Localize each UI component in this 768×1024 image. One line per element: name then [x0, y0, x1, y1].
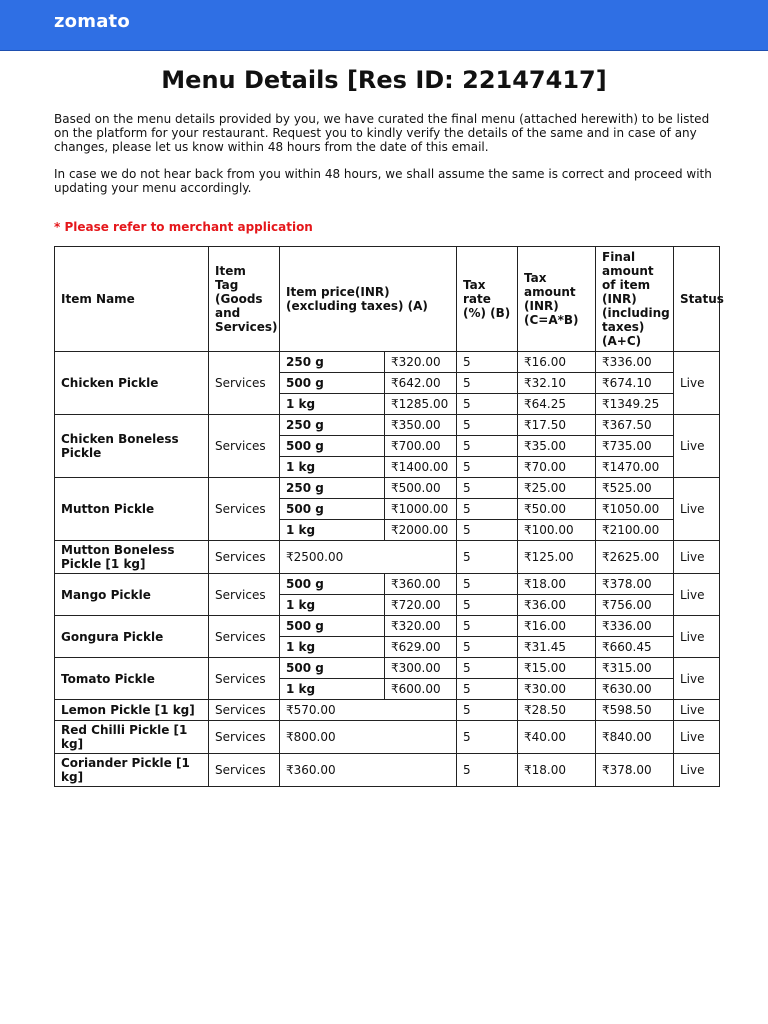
variant-label: 500 g [280, 373, 385, 394]
header-bar [0, 0, 768, 51]
tax-rate: 5 [457, 637, 518, 658]
item-price: ₹2500.00 [280, 541, 457, 574]
final-amount: ₹840.00 [596, 721, 674, 754]
status-value: Live [674, 415, 720, 478]
status-value: Live [674, 616, 720, 658]
item-tag: Services [209, 352, 280, 415]
tax-amount: ₹64.25 [518, 394, 596, 415]
tax-rate: 5 [457, 394, 518, 415]
variant-label: 500 g [280, 499, 385, 520]
item-price: ₹360.00 [385, 574, 457, 595]
status-value: Live [674, 754, 720, 787]
table-row [55, 658, 720, 679]
tax-amount: ₹30.00 [518, 679, 596, 700]
item-price: ₹320.00 [385, 616, 457, 637]
item-tag: Services [209, 721, 280, 754]
tax-rate: 5 [457, 700, 518, 721]
status-value: Live [674, 721, 720, 754]
tax-rate: 5 [457, 415, 518, 436]
item-tag: Services [209, 700, 280, 721]
item-price: ₹2000.00 [385, 520, 457, 541]
final-amount: ₹630.00 [596, 679, 674, 700]
tax-amount: ₹31.45 [518, 637, 596, 658]
tax-amount: ₹16.00 [518, 616, 596, 637]
zomato-logo: zomato [54, 11, 130, 32]
tax-rate: 5 [457, 616, 518, 637]
item-price: ₹360.00 [280, 754, 457, 787]
status-value: Live [674, 700, 720, 721]
item-tag: Services [209, 658, 280, 700]
final-amount: ₹598.50 [596, 700, 674, 721]
variant-label: 500 g [280, 616, 385, 637]
tax-amount: ₹36.00 [518, 595, 596, 616]
final-amount: ₹315.00 [596, 658, 674, 679]
final-amount: ₹367.50 [596, 415, 674, 436]
status-value: Live [674, 541, 720, 574]
item-price: ₹642.00 [385, 373, 457, 394]
table-row [55, 721, 720, 754]
item-price: ₹500.00 [385, 478, 457, 499]
final-amount: ₹336.00 [596, 352, 674, 373]
notice-paragraph: In case we do not hear back from you within 48 hours, we shall assume the same is correct and proceed with updating your menu accordingly. [54, 167, 712, 195]
tax-rate: 5 [457, 478, 518, 499]
item-tag: Services [209, 478, 280, 541]
item-price: ₹1000.00 [385, 499, 457, 520]
tax-amount: ₹32.10 [518, 373, 596, 394]
item-price: ₹570.00 [280, 700, 457, 721]
variant-label: 1 kg [280, 637, 385, 658]
item-name: Coriander Pickle [1 kg] [55, 754, 209, 787]
status-value: Live [674, 478, 720, 541]
variant-label: 1 kg [280, 520, 385, 541]
header-tax-rate: Tax rate (%) (B) [457, 247, 518, 352]
tax-amount: ₹18.00 [518, 574, 596, 595]
item-tag: Services [209, 541, 280, 574]
page-title: Menu Details [Res ID: 22147417] [161, 66, 607, 94]
final-amount: ₹735.00 [596, 436, 674, 457]
variant-label: 1 kg [280, 595, 385, 616]
item-tag: Services [209, 616, 280, 658]
final-amount: ₹756.00 [596, 595, 674, 616]
item-price: ₹300.00 [385, 658, 457, 679]
variant-label: 250 g [280, 352, 385, 373]
item-name: Lemon Pickle [1 kg] [55, 700, 209, 721]
item-name: Chicken Boneless Pickle [55, 415, 209, 478]
item-price: ₹629.00 [385, 637, 457, 658]
item-tag: Services [209, 574, 280, 616]
variant-label: 250 g [280, 415, 385, 436]
item-price: ₹720.00 [385, 595, 457, 616]
tax-amount: ₹17.50 [518, 415, 596, 436]
item-name: Gongura Pickle [55, 616, 209, 658]
final-amount: ₹378.00 [596, 574, 674, 595]
tax-rate: 5 [457, 436, 518, 457]
final-amount: ₹1349.25 [596, 394, 674, 415]
item-price: ₹800.00 [280, 721, 457, 754]
item-name: Chicken Pickle [55, 352, 209, 415]
tax-amount: ₹35.00 [518, 436, 596, 457]
tax-amount: ₹25.00 [518, 478, 596, 499]
header-tax-amount: Tax amount (INR) (C=A*B) [518, 247, 596, 352]
tax-rate: 5 [457, 721, 518, 754]
tax-rate: 5 [457, 352, 518, 373]
variant-label: 500 g [280, 436, 385, 457]
tax-rate: 5 [457, 457, 518, 478]
status-value: Live [674, 574, 720, 616]
final-amount: ₹336.00 [596, 616, 674, 637]
item-name: Mutton Boneless Pickle [1 kg] [55, 541, 209, 574]
variant-label: 1 kg [280, 394, 385, 415]
final-amount: ₹2625.00 [596, 541, 674, 574]
menu-table [54, 246, 724, 787]
tax-rate: 5 [457, 595, 518, 616]
tax-amount: ₹70.00 [518, 457, 596, 478]
item-name: Mango Pickle [55, 574, 209, 616]
tax-amount: ₹16.00 [518, 352, 596, 373]
tax-amount: ₹28.50 [518, 700, 596, 721]
status-value: Live [674, 352, 720, 415]
merchant-note: * Please refer to merchant application [54, 220, 313, 234]
final-amount: ₹674.10 [596, 373, 674, 394]
tax-rate: 5 [457, 373, 518, 394]
final-amount: ₹2100.00 [596, 520, 674, 541]
final-amount: ₹1050.00 [596, 499, 674, 520]
tax-amount: ₹18.00 [518, 754, 596, 787]
variant-label: 500 g [280, 574, 385, 595]
final-amount: ₹660.45 [596, 637, 674, 658]
tax-rate: 5 [457, 658, 518, 679]
tax-rate: 5 [457, 520, 518, 541]
tax-rate: 5 [457, 754, 518, 787]
tax-rate: 5 [457, 574, 518, 595]
tax-rate: 5 [457, 541, 518, 574]
tax-rate: 5 [457, 679, 518, 700]
menu-table-body [55, 352, 720, 787]
item-tag: Services [209, 754, 280, 787]
table-row [55, 478, 720, 499]
table-row [55, 352, 720, 373]
item-name: Red Chilli Pickle [1 kg] [55, 721, 209, 754]
variant-label: 1 kg [280, 457, 385, 478]
table-row [55, 754, 720, 787]
item-price: ₹700.00 [385, 436, 457, 457]
tax-amount: ₹125.00 [518, 541, 596, 574]
final-amount: ₹378.00 [596, 754, 674, 787]
final-amount: ₹1470.00 [596, 457, 674, 478]
table-row [55, 415, 720, 436]
tax-amount: ₹100.00 [518, 520, 596, 541]
tax-amount: ₹50.00 [518, 499, 596, 520]
header-status: Status [674, 247, 720, 352]
tax-amount: ₹15.00 [518, 658, 596, 679]
table-row [55, 541, 720, 574]
variant-label: 1 kg [280, 679, 385, 700]
final-amount: ₹525.00 [596, 478, 674, 499]
header-item-name: Item Name [55, 247, 209, 352]
table-row [55, 574, 720, 595]
item-price: ₹1400.00 [385, 457, 457, 478]
item-price: ₹350.00 [385, 415, 457, 436]
header-final-amount: Final amount of item (INR) (including taxes) (A+C) [596, 247, 674, 352]
header-item-tag: Item Tag (Goods and Services) [209, 247, 280, 352]
item-name: Mutton Pickle [55, 478, 209, 541]
table-row [55, 700, 720, 721]
item-price: ₹600.00 [385, 679, 457, 700]
item-price: ₹1285.00 [385, 394, 457, 415]
item-tag: Services [209, 415, 280, 478]
intro-paragraph: Based on the menu details provided by you, we have curated the final menu (attached herewith) to be listed on the platform for your restaurant. Request you to kindly verify the details of the same and in case of any changes, please let us know within 48 hours from the date of this email. [54, 112, 710, 154]
variant-label: 250 g [280, 478, 385, 499]
item-name: Tomato Pickle [55, 658, 209, 700]
tax-rate: 5 [457, 499, 518, 520]
table-row [55, 616, 720, 637]
header-item-price: Item price(INR) (excluding taxes) (A) [280, 247, 457, 352]
variant-label: 500 g [280, 658, 385, 679]
item-price: ₹320.00 [385, 352, 457, 373]
tax-amount: ₹40.00 [518, 721, 596, 754]
status-value: Live [674, 658, 720, 700]
